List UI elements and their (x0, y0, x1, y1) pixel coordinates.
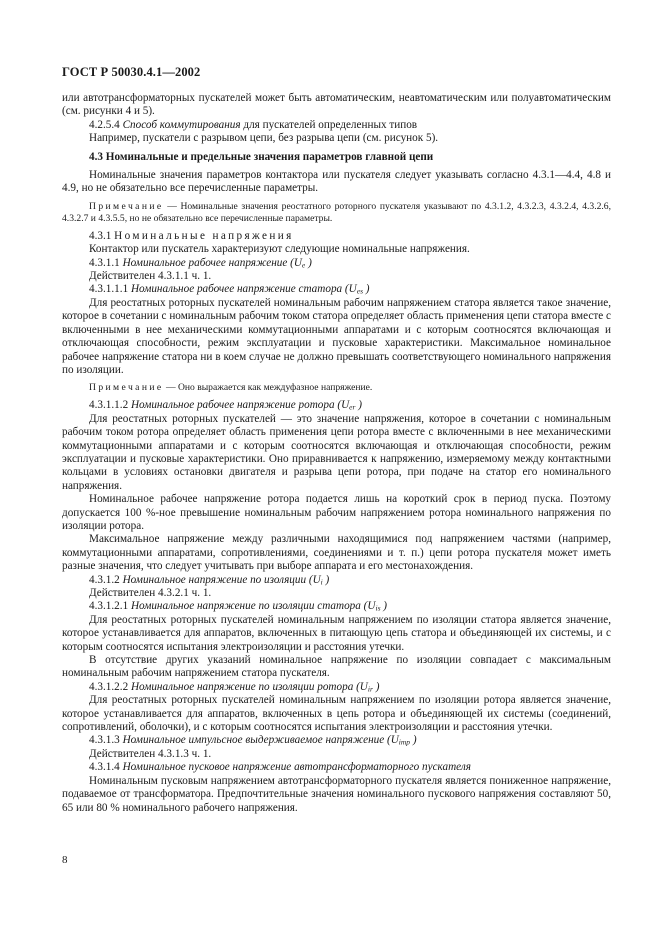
clause-4-3-1-2-1 (62, 600, 611, 613)
subscript: ir (367, 684, 373, 694)
clause-term: Способ коммутирования (122, 118, 241, 131)
clause-title (123, 257, 312, 269)
clause-title-text: Номинальное напряжение по изоляции (U (122, 573, 321, 586)
validity-note: Действителен 4.3.1.3 ч. 1. (89, 747, 212, 760)
paragraph: В отсутствие других указаний номинальное напряжение по изоляции совпадает с максимальным номинальным рабочим напряжением статора пускателя. (62, 654, 611, 680)
subscript: is (375, 603, 381, 613)
clause-title-close: ) (410, 734, 417, 747)
paragraph: Номинальным пусковым напряжением автотрансформаторного пускателя является пониженное напряжение, подаваемое от трансформатора. Предпочтительные значения номинального пускового напряжения составляют 50, 65 или 80 % номинального рабочего напряжения. (62, 774, 611, 814)
clause-number: 4.3.1.2.1 (89, 600, 129, 613)
paragraph: Номинальное рабочее напряжение ротора подается лишь на короткий срок в период пуска. Поэтому допускается 100 %-ное превышение номинальным рабочим напряжением ротора номинального напряжения по изоляции ротора. (62, 493, 611, 532)
clause-title-close: ) (322, 573, 330, 586)
page-number: 8 (62, 854, 68, 866)
section-heading-4-3: 4.3 Номинальные и предельные значения параметров главной цепи (89, 150, 434, 163)
clause-4-3-1-1-1 (62, 283, 611, 296)
page-header: ГОСТ Р 50030.4.1—2002 (62, 65, 201, 79)
clause-title (123, 734, 417, 746)
clause-4-3-1-2-2 (62, 681, 611, 694)
clause-title: Номинальные напряжения (114, 229, 294, 242)
validity-note: Действителен 4.3.2.1 ч. 1. (89, 587, 212, 599)
note-text: — Оно выражается как междуфазное напряжение. (163, 382, 373, 394)
clause-title-text: Номинальное импульсное выдерживаемое напряжение (U (122, 734, 399, 747)
clause-number: 4.3.1.1.2 (89, 399, 129, 412)
paragraph: Например, пускатели с разрывом цепи, без разрыва цепи (см. рисунок 5). (89, 132, 439, 145)
subscript: es (356, 286, 363, 296)
clause-title (131, 600, 387, 612)
paragraph: Для реостатных роторных пускателей — это значение напряжения, которое в сочетании с номинальным рабочим током ротора определяет область применения цепи ротора вместе с включенными в нее механическими коммутационными аппаратами и с которым соотносятся включающая и отключающая способности, режим эксплуатации и пусковые характеристики. Оно приравнивается к напряжению, измеряемому между контактными кольцами в условиях остановки двигателя и разрыва цепи ротора, при подаче на статор его номинального напряжения. (62, 412, 611, 492)
clause-4-3-1-4 (62, 761, 611, 774)
note-text: — Номинальные значения реостатного роторного пускателя указывают по 4.3.1.2, 4.3.2.3, 4.3.2.4, 4.3.2.6, 4.3.2.7 и 4.3.5.5, но не обязательно все перечисленные параметры. (62, 200, 611, 224)
clause-title-close: ) (355, 399, 362, 412)
note-label: Примечание (89, 382, 164, 394)
paragraph: Для реостатных роторных пускателей номинальным напряжением по изоляции статора является значение, которое устанавливается для аппаратов, включенных в питающую цепь статора и объединяющей их системы, и с которым соотносятся испытания электроизоляции и расстояния утечки. (62, 613, 611, 653)
note (62, 382, 611, 394)
clause-number: 4.2.5.4 (89, 118, 120, 131)
paragraph: Для реостатных роторных пускателей номинальным напряжением по изоляции ротора является значение, которое устанавливается для аппаратов, включенных в цепь ротора и объединяющей их системы (соединений, сопротивлений, оболочки), и с которым соотносятся испытания электроизоляции и расстояния утечки. (62, 694, 611, 734)
clause-title-text: Номинальное напряжение по изоляции ротора (U (130, 680, 368, 693)
clause-title (131, 283, 370, 295)
clause-title-text: Номинальное напряжение по изоляции статора (U (130, 600, 376, 613)
clause-number: 4.3.1.2 (89, 573, 120, 586)
paragraph: Для реостатных роторных пускателей номинальным рабочим напряжением статора является такое значение, которое в сочетании с номинальным рабочим током статора определяет область применения цепи статора вместе с включенными в нее механическими коммутационными аппаратами и с которым соотносятся включающая и отключающая способности, режим эксплуатации и пусковые характеристики. Максимальное номинальное рабочее напряжение статора ни в коем случае не должно превышать соответствующего номинального напряжения по изоляции. (62, 296, 611, 376)
clause-title: Номинальное пусковое напряжение автотрансформаторного пускателя (122, 761, 471, 774)
validity-note: Действителен 4.3.1.1 ч. 1. (89, 270, 212, 283)
clause-title-close: ) (363, 283, 370, 296)
clause-number: 4.3.1 (89, 229, 112, 242)
clause-title (123, 574, 330, 586)
clause-title-close: ) (305, 256, 312, 269)
subscript: i (320, 577, 323, 587)
subscript: imp (398, 737, 411, 747)
clause-4-3-1-3 (62, 734, 611, 747)
clause-4-3-1-2 (62, 574, 611, 587)
clause-title-close: ) (372, 680, 380, 693)
clause-title-close: ) (380, 600, 388, 613)
clause-title-text: Номинальное рабочее напряжение (U (122, 256, 302, 269)
subscript: er (349, 402, 356, 412)
clause-4-3-1-1 (62, 257, 611, 270)
clause-4-2-5-4 (62, 119, 611, 132)
clause-number: 4.3.1.1 (89, 256, 120, 269)
clause-number: 4.3.1.1.1 (89, 283, 129, 296)
clause-number: 4.3.1.4 (89, 761, 120, 774)
subscript: e (301, 260, 306, 270)
clause-number: 4.3.1.2.2 (89, 680, 129, 693)
paragraph: или автотрансформаторных пускателей может быть автоматическим, неавтоматическим или полуавтоматическим (см. рисунки 4 и 5). (62, 92, 611, 118)
clause-title (131, 681, 379, 693)
paragraph: Номинальные значения параметров контактора или пускателя следует указывать согласно 4.3.1—4.4, 4.8 и 4.9, но не обязательно все перечисленные параметры. (62, 169, 611, 195)
clause-4-3-1 (62, 230, 611, 243)
clause-title (131, 399, 362, 411)
page-body (62, 92, 611, 815)
note (62, 201, 611, 225)
paragraph: Максимальное напряжение между различными находящимися под напряжением частями (например, коммутационными аппаратами, сопротивлениями, соединениями и т. п.) цепи ротора пускателя может иметь разные значения, что следует учитывать при выборе аппарата и его местонахождения. (62, 533, 611, 573)
clause-title-text: Номинальное рабочее напряжение статора (U (130, 283, 357, 296)
note-label: Примечание (89, 200, 164, 212)
clause-4-3-1-1-2 (62, 399, 611, 412)
clause-text: для пускателей определенных типов (240, 118, 418, 131)
clause-number: 4.3.1.3 (89, 734, 120, 747)
paragraph: Контактор или пускатель характеризуют следующие номинальные напряжения. (89, 243, 470, 256)
clause-title-text: Номинальное рабочее напряжение ротора (U (130, 399, 350, 412)
